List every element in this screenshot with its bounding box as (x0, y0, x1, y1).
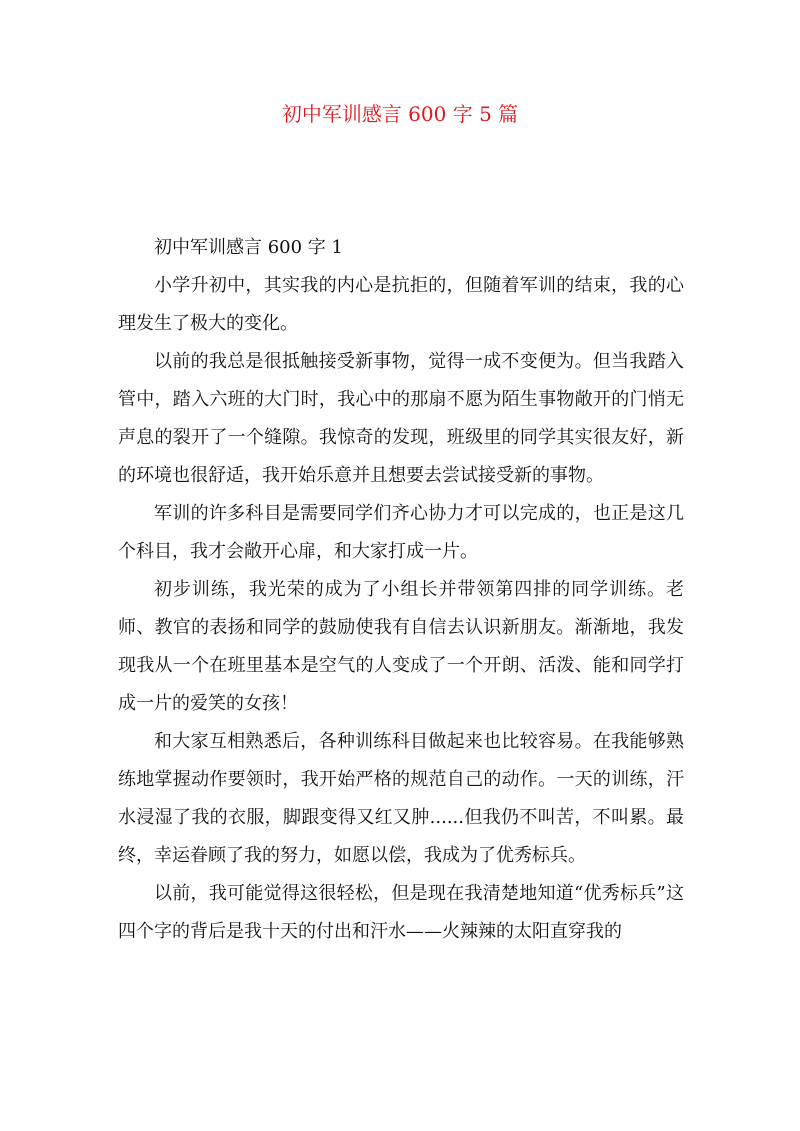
paragraph-6: 以前，我可能觉得这很轻松，但是现在我清楚地知道“优秀标兵”这四个字的背后是我十天的付出和汗水——火辣辣的太阳直穿我的 (118, 883, 684, 942)
document-title: 初中军训感言 600 字 5 篇 (281, 102, 519, 126)
paragraph-4: 初步训练，我光荣的成为了小组长并带领第四排的同学训练。老师、教官的表扬和同学的鼓励使我有自信去认识新朋友。渐渐地，我发现我从一个在班里基本是空气的人变成了一个开朗、活泼、能和同学打成一片的爱笑的女孩！ (118, 579, 684, 714)
paragraph-5: 和大家互相熟悉后，各种训练科目做起来也比较容易。在我能够熟练地掌握动作要领时，我开始严格的规范自己的动作。一天的训练，汗水浸湿了我的衣服，脚跟变得又红又肿......但我仍不叫苦，不叫累。最终，幸运眷顾了我的努力，如愿以偿，我成为了优秀标兵。 (118, 731, 684, 866)
paragraph-2: 以前的我总是很抵触接受新事物，觉得一成不变便为。但当我踏入管中，踏入六班的大门时，我心中的那扇不愿为陌生事物敞开的门悄无声息的裂开了一个缝隙。我惊奇的发现，班级里的同学其实很友好，新的环境也很舒适，我开始乐意并且想要去尝试接受新的事物。 (118, 351, 684, 486)
paragraph-1: 小学升初中，其实我的内心是抗拒的，但随着军训的结束，我的心理发生了极大的变化。 (118, 275, 684, 334)
paragraph-3: 军训的许多科目是需要同学们齐心协力才可以完成的，也正是这几个科目，我才会敞开心扉，和大家打成一片。 (118, 503, 684, 562)
section-heading: 初中军训感言 600 字 1 (154, 237, 343, 258)
document-body (118, 229, 684, 951)
